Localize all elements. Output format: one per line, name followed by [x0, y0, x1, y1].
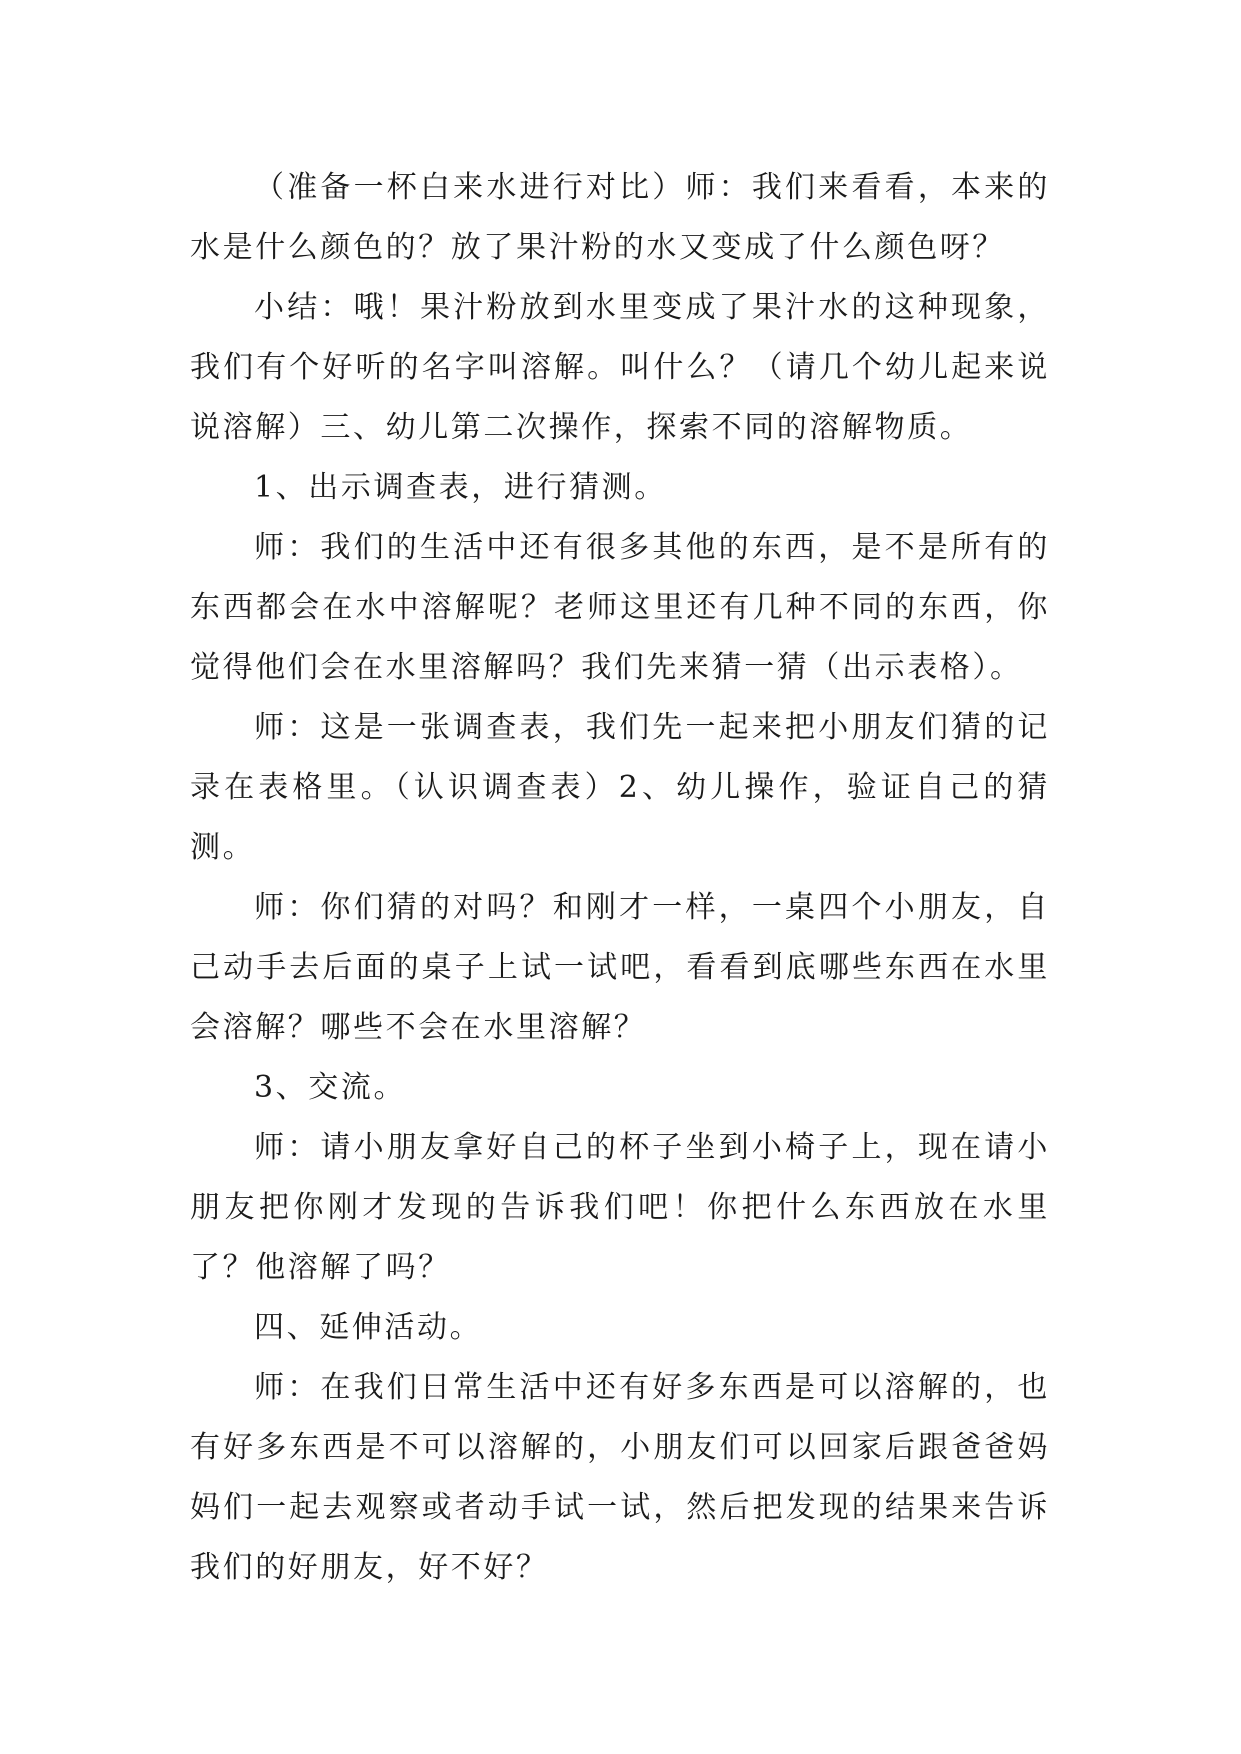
paragraph: 1、出示调查表，进行猜测。 — [254, 470, 667, 505]
paragraph: 师：在我们日常生活中还有好多东西是可以溶解的，也有好多东西是不可以溶解的，小朋友们可以回家后跟爸爸妈妈们一起去观察或者动手试一试，然后把发现的结果来告诉我们的好朋友，好不好？ — [190, 1370, 1050, 1585]
paragraph: 师：请小朋友拿好自己的杯子坐到小椅子上，现在请小朋友把你刚才发现的告诉我们吧！你把什么东西放在水里了？他溶解了吗？ — [190, 1130, 1050, 1285]
paragraph: 四、延伸活动。 — [254, 1310, 483, 1345]
paragraph: （准备一杯白来水进行对比）师：我们来看看，本来的水是什么颜色的？放了果汁粉的水又变成了什么颜色呀？ — [190, 170, 1050, 265]
paragraph: 3、交流。 — [254, 1070, 407, 1105]
paragraph: 小结：哦！果汁粉放到水里变成了果汁水的这种现象，我们有个好听的名字叫溶解。叫什么？（请几个幼儿起来说说溶解）三、幼儿第二次操作，探索不同的溶解物质。 — [190, 290, 1050, 445]
paragraph: 师：你们猜的对吗？和刚才一样，一桌四个小朋友，自己动手去后面的桌子上试一试吧，看看到底哪些东西在水里会溶解？哪些不会在水里溶解？ — [190, 890, 1050, 1045]
document-body — [190, 158, 1050, 1598]
paragraph: 师：我们的生活中还有很多其他的东西，是不是所有的东西都会在水中溶解呢？老师这里还有几种不同的东西，你觉得他们会在水里溶解吗？我们先来猜一猜（出示表格）。 — [190, 530, 1050, 685]
paragraph: 师：这是一张调查表，我们先一起来把小朋友们猜的记录在表格里。（认识调查表）2、幼儿操作，验证自己的猜测。 — [190, 710, 1050, 865]
